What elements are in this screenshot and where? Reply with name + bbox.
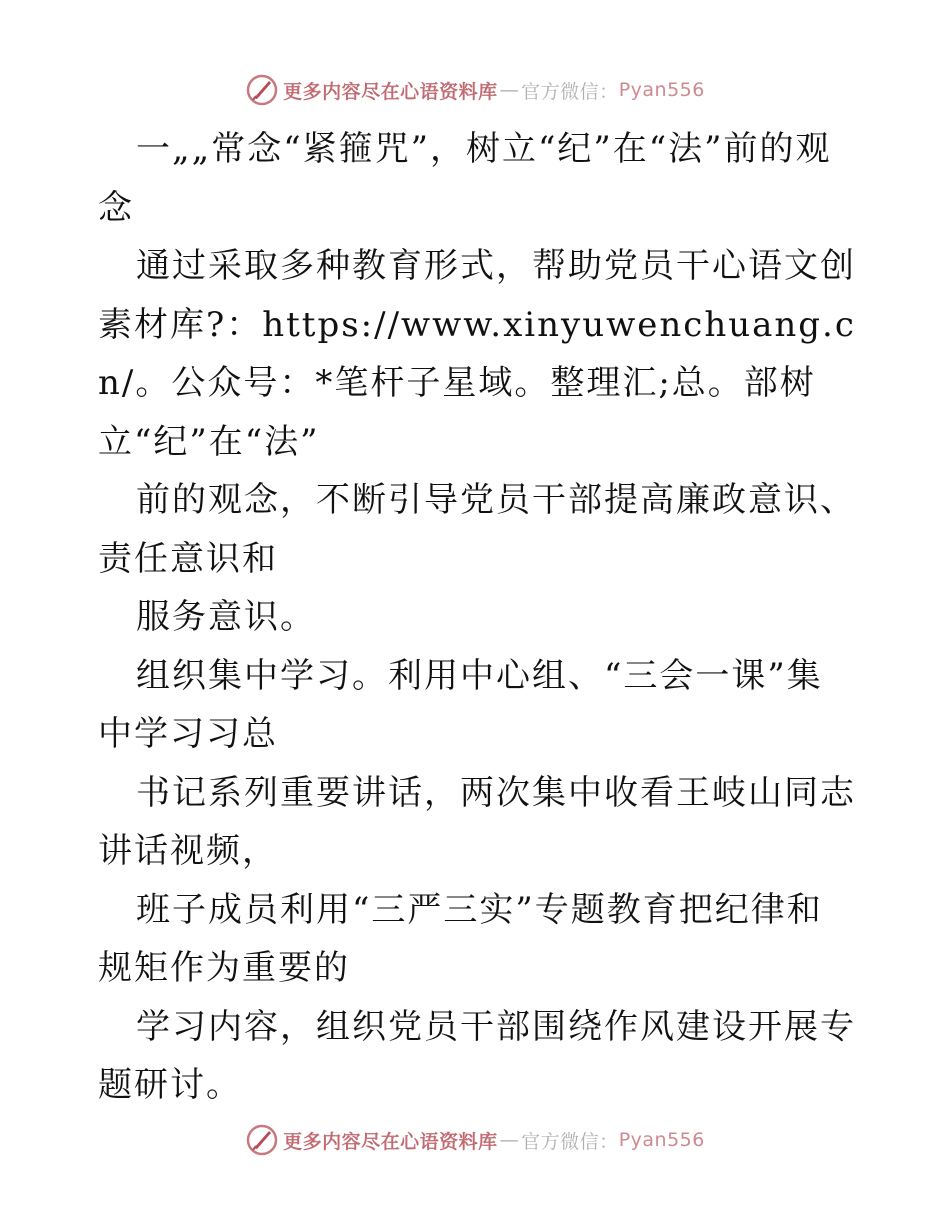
banner-dash: — [499, 1129, 520, 1151]
banner-brand-text: 更多内容尽在心语资料库 [283, 1130, 498, 1153]
paragraph-6: 组织集中学习。利用中心组、“三会一课”集中学习习总 [98, 655, 823, 754]
quill-logo-icon [245, 1123, 279, 1157]
paragraph-7: 书记系列重要讲话，两次集中收看王岐山同志讲话视频， [98, 772, 856, 871]
header-watermark-banner [0, 70, 950, 110]
paragraph-3: 立“纪”在“法” [98, 421, 320, 462]
paragraph-5: 服务意识。 [136, 597, 316, 637]
banner-official-label: 官方微信： [521, 80, 619, 103]
banner-wechat-id: Pyan556 [618, 79, 705, 101]
paragraph-2: 通过采取多种教育形式，帮助党员干心语文创素材库?：https://www.xinyuwenchuang.cn/。公众号：*笔杆子星域。整理汇;总。部树 [98, 246, 856, 403]
quill-logo-icon [245, 73, 279, 107]
paragraph-heading: 一„„常念“紧箍咒”，树立“纪”在“法”前的观念 [98, 129, 832, 228]
paragraph-4: 前的观念，不断引导党员干部提高廉政意识、责任意识和 [98, 480, 856, 579]
banner-official-label: 官方微信： [521, 1130, 619, 1153]
banner-dash: — [499, 79, 520, 101]
paragraph-8: 班子成员利用“三严三实”专题教育把纪律和规矩作为重要的 [98, 889, 823, 988]
document-body [98, 120, 858, 1115]
footer-watermark-banner [0, 1120, 950, 1160]
paragraph-9: 学习内容，组织党员干部围绕作风建设开展专题研讨。 [98, 1006, 856, 1105]
banner-brand-text: 更多内容尽在心语资料库 [283, 80, 498, 103]
banner-wechat-id: Pyan556 [618, 1129, 705, 1151]
